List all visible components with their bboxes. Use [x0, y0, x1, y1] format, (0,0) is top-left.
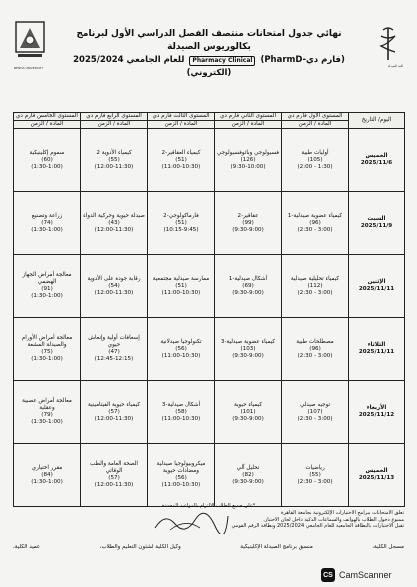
course-name: ممارسة صيدلية مجتمعية — [152, 275, 210, 282]
exam-time: (9:30-9:00) — [232, 352, 264, 359]
table-row — [14, 318, 405, 381]
course-name: كيمياء عضوية صيدلية-3 — [220, 338, 276, 345]
exam-time: (10:15-9:45) — [163, 226, 199, 233]
exam-schedule-table — [13, 112, 405, 507]
signatures-row — [13, 544, 404, 550]
course-name: تحليل آلي — [236, 464, 260, 471]
course-name: رقابة جودة على الأدوية — [87, 275, 141, 282]
course-code: (91) — [41, 286, 53, 292]
day-name: الخميس — [365, 153, 388, 159]
exam-cell — [282, 255, 349, 318]
day-cell — [349, 318, 405, 381]
exam-time: (9:30-9:00) — [232, 289, 264, 296]
page-title — [64, 28, 354, 80]
course-code: (56) — [175, 345, 187, 352]
exam-cell — [81, 129, 148, 192]
course-name: فسيولوجي وباثوفسيولوجي — [216, 149, 280, 156]
course-name: تكنولوجيا صيدلانية — [160, 338, 202, 345]
note-item: تعلق الامتحانات ببرامج الاختبارات الإلكترونية بجامعة القاهرة — [281, 510, 404, 516]
course-code: (112) — [307, 282, 323, 289]
exam-time: (9:30-10:00) — [230, 163, 266, 170]
exam-time: (12:00-11:30) — [94, 163, 134, 170]
exam-cell — [148, 381, 215, 444]
exam-cell — [148, 444, 215, 507]
course-code: (58) — [175, 408, 187, 415]
course-name: أشكال صيدلية-1 — [228, 275, 268, 282]
exam-cell — [14, 129, 81, 192]
course-name: توجيه صيدلي — [299, 401, 331, 408]
exam-cell — [81, 192, 148, 255]
exam-time: (12:45-12:15) — [94, 356, 134, 362]
day-cell — [349, 129, 405, 192]
exam-cell — [215, 129, 282, 192]
course-name: رياضيات — [305, 464, 325, 471]
table-body — [14, 129, 405, 507]
table-row — [14, 444, 405, 507]
exam-time: (9:30-9:00) — [232, 415, 264, 422]
signature-dean: عميد الكلية، — [13, 544, 41, 550]
table-subheader: المادة / الزمن — [148, 121, 215, 129]
table-subheader: المادة / الزمن — [14, 121, 81, 129]
day-name: الأربعاء — [366, 405, 387, 411]
course-code: (105) — [307, 156, 323, 163]
course-code: (82) — [242, 471, 254, 478]
exam-time: (3:00 - 2:30) — [297, 289, 333, 296]
title-line-1: نهائي جدول امتحانات منتصف الفصل الدراسي الأول لبرنامج بكالوريوس الصيدلة — [76, 29, 342, 52]
exam-time: (1:30-1:00) — [31, 293, 63, 299]
camscanner-logo-icon: CS — [321, 568, 335, 582]
day-cell — [349, 255, 405, 318]
exam-cell — [215, 255, 282, 318]
exam-time: (11:00-10:30) — [161, 289, 201, 296]
course-code: (55) — [108, 156, 120, 163]
course-code: (55) — [309, 471, 321, 478]
course-code: (96) — [309, 219, 321, 226]
exam-time: (3:00 - 2:30) — [297, 352, 333, 359]
day-cell — [349, 192, 405, 255]
exam-time: (9:30-9:00) — [232, 478, 264, 485]
course-code: (126) — [240, 156, 256, 163]
exam-time: (3:00 - 2:30) — [297, 226, 333, 233]
course-name: كيمياء حيوية — [234, 401, 262, 408]
table-subheader: المادة / الزمن — [282, 121, 349, 129]
footnote: *على جميع الطلاب الالتزام بالمواعيد المحددة — [161, 503, 256, 509]
university-logo-caption: BENHA UNIVERSITY — [14, 66, 44, 70]
exam-cell — [215, 192, 282, 255]
course-name: معالجة أمراض الأورام والصيدلة المشعة — [21, 335, 73, 348]
course-name: كيمياء تحليلية صيدلية — [290, 275, 340, 282]
course-code: (51) — [175, 219, 187, 226]
exam-cell — [215, 381, 282, 444]
exam-cell — [14, 255, 81, 318]
table-header-row — [14, 113, 405, 121]
course-name: إسعافات أولية وإنعاش حيوي — [88, 335, 140, 348]
notes-list — [13, 510, 404, 530]
course-name: معالجة أمراض عصبية وعقلية — [22, 398, 72, 411]
course-name: مصطلحات طبية — [296, 338, 334, 345]
exam-time: (11:00-10:30) — [161, 352, 201, 359]
exam-time: (11:00-10:30) — [161, 482, 201, 488]
course-name: كيمياء العقاقير-2 — [161, 149, 201, 156]
table-row — [14, 255, 405, 318]
course-code: (54) — [108, 282, 120, 289]
course-name: كيمياء حيوية الفيتامينية — [88, 401, 140, 408]
course-code: (51) — [175, 282, 187, 289]
exam-cell — [215, 444, 282, 507]
university-logo-icon — [14, 20, 46, 64]
day-name: الخميس — [365, 468, 388, 474]
course-code: (99) — [242, 219, 254, 226]
title-line-2 — [64, 54, 354, 80]
course-code: (57) — [108, 408, 120, 415]
camscanner-brand: CamScanner — [339, 570, 392, 580]
exam-time: (1:30-1:00) — [31, 419, 63, 425]
course-name: زراعة وتصنيع — [31, 212, 63, 219]
course-name: الصحة العامة والطب الوقائي — [90, 461, 138, 474]
course-code: (60) — [41, 156, 53, 163]
day-date: 2025/11/6 — [360, 160, 393, 166]
title-line-2-pre: (فارم دي-PharmD) — [260, 55, 345, 65]
exam-time: (1:30-1:00) — [31, 226, 63, 233]
table-subheader-row — [14, 121, 405, 129]
exam-cell — [215, 318, 282, 381]
course-name: أشكال صيدلية-3 — [161, 401, 201, 408]
exam-cell — [282, 192, 349, 255]
exam-time: (12:00-11:30) — [94, 482, 134, 488]
exam-cell — [148, 129, 215, 192]
course-code: (101) — [240, 408, 256, 415]
course-code: (56) — [175, 475, 187, 481]
exam-cell — [148, 318, 215, 381]
exam-cell — [81, 381, 148, 444]
day-name: السبت — [367, 216, 386, 222]
exam-cell — [282, 129, 349, 192]
course-name: فارماكولوجي-2 — [163, 212, 199, 219]
table-header-level-5: المستوى الخامس فارم دي — [14, 113, 81, 121]
exam-time: (11:00-10:30) — [161, 415, 201, 422]
exam-cell — [148, 255, 215, 318]
day-cell — [349, 444, 405, 507]
exam-cell — [81, 444, 148, 507]
course-name: أوليات طبية — [301, 149, 329, 156]
table-row — [14, 129, 405, 192]
course-name: صيدلة حيوية وحركية الدواء — [83, 212, 145, 219]
note-item: ممنوع دخول الطلاب بالهواتف والسماعات الذكية داخل لجان الاختبار. — [263, 516, 404, 523]
signature-program-coordinator: منسق برنامج الصيدلة الإكلينيكية — [240, 544, 313, 550]
exam-time: (1:30 - 2:00) — [297, 163, 333, 170]
day-cell — [349, 381, 405, 444]
table-subheader: المادة / الزمن — [81, 121, 148, 129]
course-code: (47) — [108, 349, 120, 355]
exam-time: (1:30-1:00) — [31, 163, 63, 170]
course-code: (69) — [242, 282, 254, 289]
signature-registrar: مسجل الكلية، — [372, 544, 404, 550]
exam-cell — [282, 444, 349, 507]
table-row — [14, 381, 405, 444]
exam-time: (9:30-9:00) — [232, 226, 264, 233]
course-code: (79) — [41, 412, 53, 418]
day-name: الإثنين — [367, 279, 386, 285]
course-code: (43) — [108, 219, 120, 226]
course-code: (57) — [108, 475, 120, 481]
course-name: كيمياء عضوية صيدلية-1 — [287, 212, 343, 219]
exam-cell — [14, 318, 81, 381]
day-date: 2025/11/12 — [358, 412, 395, 418]
exam-time: (1:30-1:00) — [31, 478, 63, 485]
pharmacy-faculty-caption: كلية الصيدلة — [387, 64, 403, 68]
exam-time: (3:00 - 2:30) — [297, 415, 333, 422]
day-date: 2025/11/13 — [358, 475, 395, 481]
table-header-level-3: المستوى الثالث فارم دي — [148, 113, 215, 121]
day-date: 2025/11/9 — [360, 223, 393, 229]
course-name: عقاقير-2 — [237, 212, 259, 219]
course-code: (96) — [309, 345, 321, 352]
note-item: تقبل الاختبارات بالبطاقة الجامعية للعام الجامعي 2025/2024 وبطاقة الرقم القومي — [231, 523, 404, 529]
day-date: 2025/11/11 — [358, 349, 395, 355]
title-line-2-post: للعام الجامعي 2025/2024 (الكتروني) — [73, 55, 232, 78]
course-code: (103) — [240, 345, 256, 352]
program-badge: Pharmacy Clinical — [189, 56, 255, 66]
course-code: (51) — [175, 156, 187, 163]
table-subheader: المادة / الزمن — [215, 121, 282, 129]
exam-cell — [282, 318, 349, 381]
course-code: (75) — [41, 349, 53, 355]
exam-time: (11:00-10:30) — [161, 163, 201, 170]
exam-cell — [148, 192, 215, 255]
course-name: معالجة أمراض الجهاز الهضمي — [22, 272, 72, 285]
table-header-day: اليوم/ التاريخ — [349, 113, 405, 129]
course-name: كيمياء الأدوية 2 — [96, 149, 132, 156]
table-header-level-4: المستوى الرابع فارم دي — [81, 113, 148, 121]
course-code: (107) — [307, 408, 323, 415]
course-code: (84) — [41, 471, 53, 478]
signature-vice-dean: وكيل الكلية لشئون التعليم والطلاب، — [99, 544, 181, 550]
camscanner-watermark — [321, 567, 411, 583]
exam-cell — [14, 192, 81, 255]
exam-time: (3:00 - 2:30) — [297, 478, 333, 485]
exam-time: (1:30-1:00) — [31, 356, 63, 362]
course-name: سموم إكلينيكية — [29, 149, 65, 156]
exam-cell — [81, 255, 148, 318]
exam-cell — [14, 381, 81, 444]
course-name: مقرر اختياري — [31, 464, 63, 471]
day-date: 2025/11/11 — [358, 286, 395, 292]
exam-cell — [14, 444, 81, 507]
exam-cell — [282, 381, 349, 444]
exam-cell — [81, 318, 148, 381]
header — [14, 20, 403, 98]
pharmacy-faculty-logo-icon — [373, 26, 403, 62]
day-name: الثلاثاء — [367, 342, 386, 348]
exam-time: (12:00-11:30) — [94, 415, 134, 422]
table-row — [14, 192, 405, 255]
exam-time: (12:00-11:30) — [94, 226, 134, 233]
course-name: ميكروبيولوجيا صيدلية ومضادات حيوية — [156, 461, 206, 474]
table-header-level-1: المستوى الأول فارم دي — [282, 113, 349, 121]
exam-time: (12:00-11:30) — [94, 289, 134, 296]
table-header-level-2: المستوى الثاني فارم دي — [215, 113, 282, 121]
course-code: (74) — [41, 219, 53, 226]
